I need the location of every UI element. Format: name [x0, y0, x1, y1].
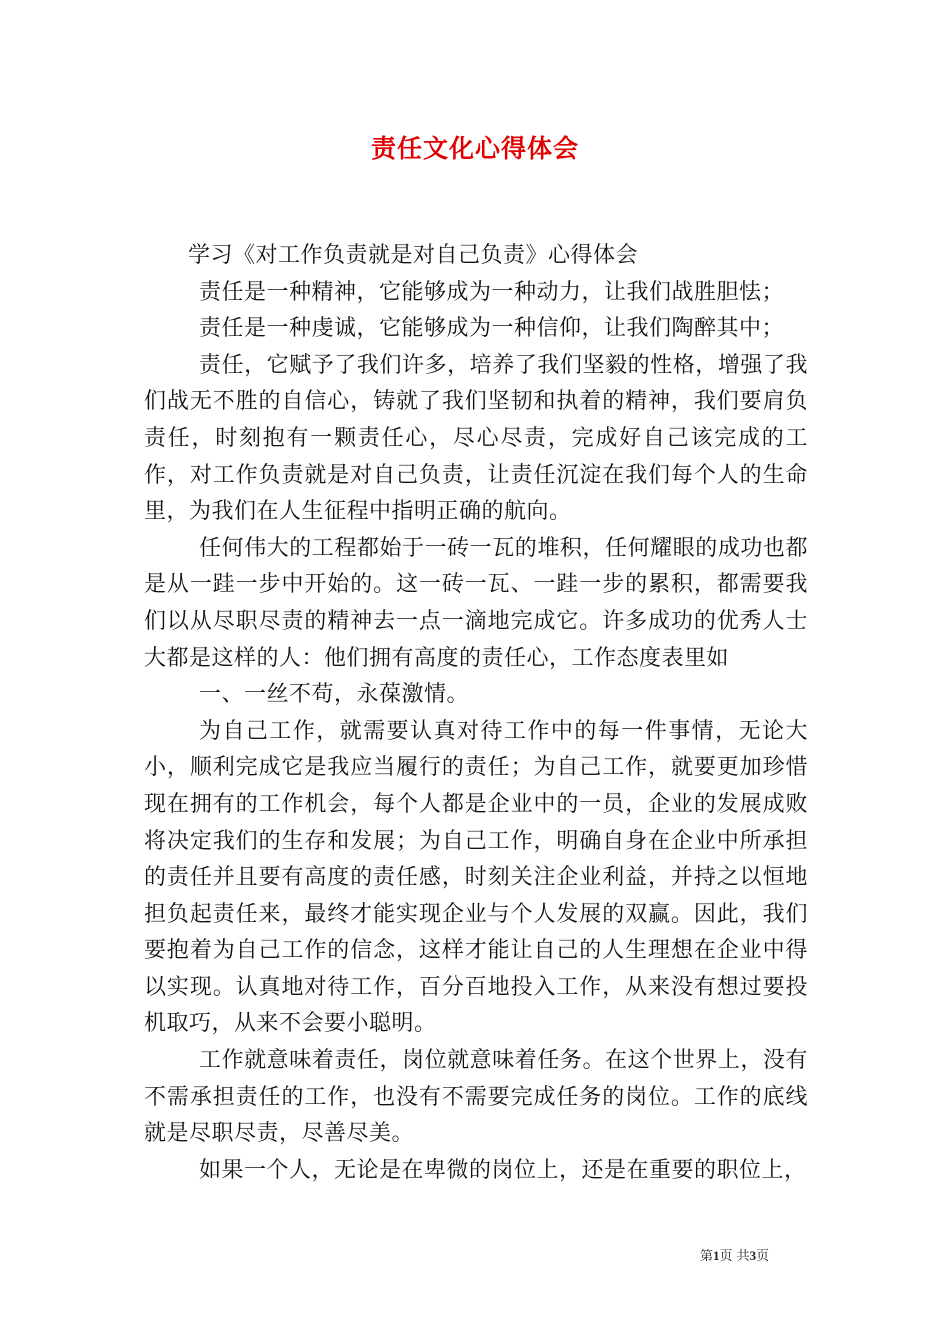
page-footer [700, 1247, 860, 1266]
paragraph: 责任是一种虔诚，它能够成为一种信仰，让我们陶醉其中； [199, 316, 785, 342]
current-page-number: 1 [713, 1248, 720, 1263]
paragraph: 任何伟大的工程都始于一砖一瓦的堆积，任何耀眼的成功也都是从一跬一步中开始的。这一砖一瓦、一跬一步的累积，都需要我们以从尽职尽责的精神去一点一滴地完成它。许多成功的优秀人士大都是这样的人：他们拥有高度的责任心，工作态度表里如 [144, 535, 808, 671]
paragraph: 如果一个人，无论是在卑微的岗位上，还是在重要的职位上， [199, 1157, 807, 1183]
page-number-suffix: 页 [756, 1249, 770, 1264]
paragraph: 责任，它赋予了我们许多，培养了我们坚毅的性格，增强了我们战无不胜的自信心，铸就了我们坚韧和执着的精神，我们要肩负责任，时刻抱有一颗责任心，尽心尽责，完成好自己该完成的工作，对工作负责就是对自己负责，让责任沉淀在我们每个人的生命里，为我们在人生征程中指明正确的航向。 [144, 352, 808, 525]
document-subtitle: 学习《对工作负责就是对自己负责》心得体会 [188, 243, 639, 268]
total-page-number: 3 [749, 1248, 757, 1263]
paragraph: 一、一丝不苟，永葆激情。 [199, 682, 470, 708]
page-number-prefix: 第 [700, 1249, 714, 1264]
page-title: 责任文化心得体会 [370, 134, 579, 163]
paragraph: 为自己工作，就需要认真对待工作中的每一件事情，无论大小，顺利完成它是我应当履行的责任；为自己工作，就要更加珍惜现在拥有的工作机会，每个人都是企业中的一员，企业的发展成败将决定我们的生存和发展；为自己工作，明确自身在企业中所承担的责任并且要有高度的责任感，时刻关注企业利益，并持之以恒地担负起责任来，最终才能实现企业与个人发展的双赢。因此，我们要抱着为自己工作的信念，这样才能让自己的人生理想在企业中得以实现。认真地对待工作，百分百地投入工作，从来没有想过要投机取巧，从来不会要小聪明。 [144, 718, 808, 1037]
paragraph: 责任是一种精神，它能够成为一种动力，让我们战胜胆怯； [199, 279, 785, 305]
page-number-mid: 页 共 [719, 1249, 750, 1264]
document-body [144, 238, 808, 1189]
paragraph: 工作就意味着责任，岗位就意味着任务。在这个世界上，没有不需承担责任的工作，也没有不需要完成任务的岗位。工作的底线就是尽职尽责，尽善尽美。 [144, 1048, 808, 1147]
